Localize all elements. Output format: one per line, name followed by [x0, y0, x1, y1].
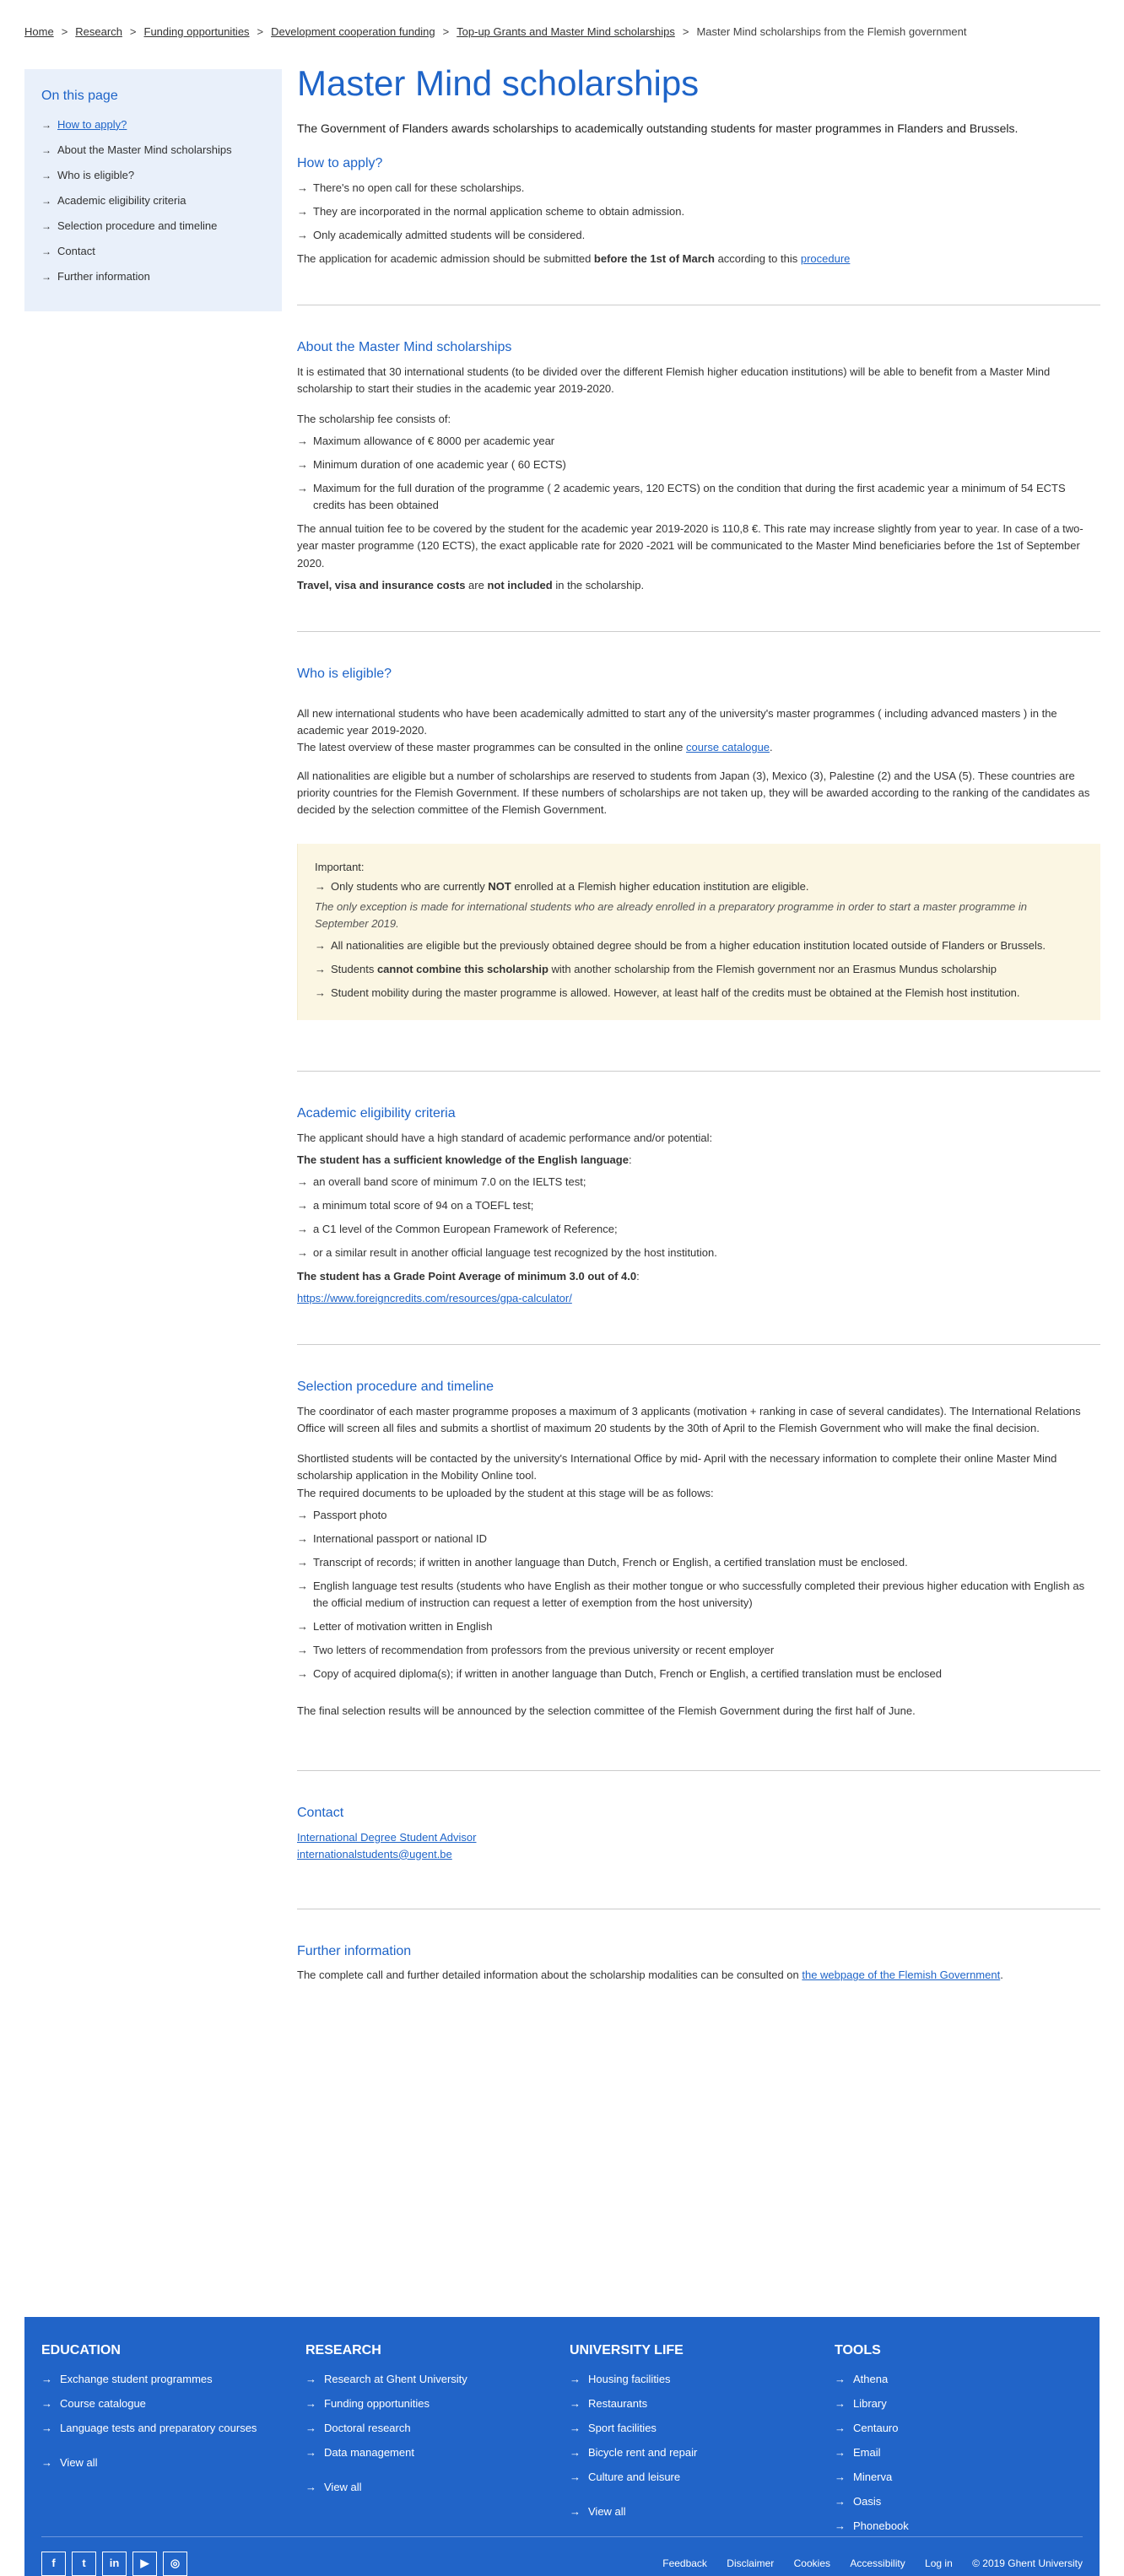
footer-link[interactable]: → Course catalogue	[41, 2391, 295, 2416]
on-this-page-sidebar	[24, 69, 282, 311]
sidebar-title: On this page	[41, 89, 118, 103]
apply-note: The application for academic admission should be submitted before the 1st of March according to this procedure	[297, 251, 851, 265]
footer-column-title: TOOLS	[835, 2343, 881, 2357]
list-item: → Maximum allowance of € 8000 per academic year	[297, 433, 1100, 450]
footer-legal-links	[646, 2556, 1083, 2572]
section-heading: About the Master Mind scholarships	[297, 340, 512, 355]
list-item: → All nationalities are eligible but the previously obtained degree should be from a higher education institution located outside of Flanders or Brussels.	[315, 937, 1083, 954]
paragraph: The scholarship fee consists of:	[297, 413, 451, 426]
arrow-right-icon: →	[41, 245, 51, 257]
footer-link[interactable]: → Athena	[835, 2367, 1088, 2391]
section-selection	[297, 1377, 1100, 1720]
paragraph: The required documents to be uploaded by the student at this stage will be as follows:	[297, 1486, 714, 1499]
paragraph: Shortlisted students will be contacted by the university's International Office by mid- April with the necessary information to complete their online Master Mind scholarship application in the Mobility Online tool.	[297, 1452, 1057, 1482]
accessibility-link[interactable]: Accessibility	[850, 2557, 905, 2569]
footer-column-tools	[835, 2341, 1088, 2538]
divider	[297, 1071, 1100, 1072]
list-item: → Minimum duration of one academic year ( 60 ECTS)	[297, 456, 1100, 473]
page-title: Master Mind scholarships	[297, 63, 700, 103]
page-lead: The Government of Flanders awards scholarships to academically outstanding students for master programmes in Flanders and Brussels.	[297, 122, 1019, 136]
sidebar-item-label: Selection procedure and timeline	[57, 219, 218, 232]
cookies-link[interactable]: Cookies	[793, 2557, 830, 2569]
list-item: → Only students who are currently NOT enrolled at a Flemish higher education institution are eligible.	[315, 878, 1083, 895]
section-heading: How to apply?	[297, 156, 383, 171]
email-link[interactable]: internationalstudents@ugent.be	[297, 1847, 452, 1860]
section-contact	[297, 1803, 1100, 1863]
paragraph: All new international students who have been academically admitted to start any of the university's master programmes ( including advanced masters ) in the academic year 2019-2020.	[297, 706, 1057, 737]
footer-link[interactable]: → Data management	[305, 2440, 559, 2465]
social-links	[41, 2552, 187, 2576]
breadcrumb-separator: >	[682, 25, 689, 38]
list-item: → English language test results (students who have English as their mother tongue or who successfully completed their previous higher education with English as the official medium of instruction can request a letter of exemption from the host university)	[297, 1578, 1100, 1612]
footer-link[interactable]: → Culture and leisure	[570, 2465, 823, 2489]
sidebar-item-label: Further information	[57, 269, 150, 283]
section-heading: Selection procedure and timeline	[297, 1380, 494, 1395]
arrow-right-icon: →	[41, 270, 51, 283]
footer-link[interactable]: → Doctoral research	[305, 2416, 559, 2440]
paragraph: It is estimated that 30 international students (to be divided over the different Flemish higher education institutions) will be able to benefit from a Master Mind scholarship to start their studies in the academic year 2019-2020.	[297, 365, 1051, 395]
student-advisor-link[interactable]: International Degree Student Advisor	[297, 1830, 477, 1844]
section-heading: Contact	[297, 1805, 344, 1820]
breadcrumb-top-up-grants[interactable]: Top-up Grants and Master Mind scholarships	[457, 25, 675, 38]
list-item: → an overall band score of minimum 7.0 on the IELTS test;	[297, 1174, 1100, 1191]
twitter-icon[interactable]: t	[72, 2552, 96, 2576]
arrow-right-icon: →	[41, 219, 51, 232]
breadcrumb-current: Master Mind scholarships from the Flemish government	[696, 25, 967, 38]
footer-link[interactable]: → Research at Ghent University	[305, 2367, 559, 2391]
sidebar-item-how-to-apply[interactable]	[41, 112, 266, 138]
paragraph: Travel, visa and insurance costs are not included in the scholarship.	[297, 578, 645, 591]
list-item: → Maximum for the full duration of the programme ( 2 academic years, 120 ECTS) on the condition that during the first academic year a minimum of 54 ECTS credits has been obtained	[297, 480, 1100, 514]
footer-bottom-bar	[41, 2536, 1083, 2570]
footer-column-research	[305, 2341, 559, 2499]
paragraph: The student has a Grade Point Average of minimum 3.0 out of 4.0:	[297, 1269, 640, 1283]
sidebar-item-who-is-eligible[interactable]	[41, 163, 266, 188]
copyright-text: © 2019 Ghent University	[972, 2557, 1083, 2569]
list-item: → a C1 level of the Common European Framework of Reference;	[297, 1221, 1100, 1238]
instagram-icon[interactable]: ◎	[163, 2552, 187, 2576]
footer-link[interactable]: → Library	[835, 2391, 1088, 2416]
list-item: → Passport photo	[297, 1507, 1100, 1524]
sidebar-item-label: Contact	[57, 244, 95, 257]
course-catalogue-link[interactable]: course catalogue	[686, 740, 770, 753]
footer-view-all[interactable]: → View all	[305, 2475, 559, 2499]
paragraph: The annual tuition fee to be covered by the student for the academic year 2019-2020 is 110,8 €. This rate may increase slightly from year to year. In case of a two-year master programme (120 ECTS), the exact applicable rate for 2020 -2021 will be communicated to the Master Mind beneficiaries before the 1st of September 2020.	[297, 522, 1083, 570]
disclaimer-link[interactable]: Disclaimer	[727, 2557, 775, 2569]
feedback-link[interactable]: Feedback	[662, 2557, 707, 2569]
paragraph: The coordinator of each master programme proposes a maximum of 3 applicants (motivation + ranking in case of several candidates). The International Relations Office will screen all files and submits a shortlist of maximum 20 students by the 30th of April to the Flemish Government who will make the final decision.	[297, 1405, 1081, 1435]
arrow-right-icon: →	[41, 194, 51, 207]
list-item: → Only academically admitted students will be considered.	[297, 227, 1100, 244]
section-about	[297, 338, 1100, 594]
footer-link[interactable]: → Email	[835, 2440, 1088, 2465]
list-item: → Transcript of records; if written in another language than Dutch, French or English, a certified translation must be enclosed.	[297, 1554, 1100, 1571]
footer-link[interactable]: → Minerva	[835, 2465, 1088, 2489]
sidebar-item-label: Academic eligibility criteria	[57, 193, 186, 207]
paragraph: The student has a sufficient knowledge of the English language:	[297, 1153, 632, 1166]
breadcrumb-home[interactable]: Home	[24, 25, 54, 38]
youtube-icon[interactable]: ▶	[132, 2552, 157, 2576]
linkedin-icon[interactable]: in	[102, 2552, 127, 2576]
section-heading: Academic eligibility criteria	[297, 1105, 456, 1121]
flemish-government-link[interactable]: the webpage of the Flemish Government	[802, 1968, 1001, 1982]
divider	[297, 1344, 1100, 1345]
list-item: → There's no open call for these scholarships.	[297, 180, 1100, 197]
footer-link[interactable]: → Oasis	[835, 2489, 1088, 2514]
arrow-right-icon: →	[41, 143, 51, 156]
sidebar-item-about[interactable]	[41, 138, 266, 163]
footer-view-all[interactable]: → View all	[41, 2450, 295, 2475]
footer-column-title: EDUCATION	[41, 2343, 121, 2357]
paragraph	[297, 1290, 1100, 1307]
sidebar-item-label: Who is eligible?	[57, 168, 135, 181]
sidebar-item-criteria[interactable]	[41, 188, 266, 213]
list-item: → Letter of motivation written in English	[297, 1618, 1100, 1635]
breadcrumb-development-cooperation[interactable]: Development cooperation funding	[271, 25, 435, 38]
list-item: → or a similar result in another official language test recognized by the host institution.	[297, 1245, 1100, 1261]
arrow-right-icon: →	[41, 169, 51, 181]
footer-link[interactable]: → Restaurants	[570, 2391, 823, 2416]
list-item: → Two letters of recommendation from professors from the previous university or recent employer	[297, 1642, 1100, 1659]
list-item: → Copy of acquired diploma(s); if written in another language than Dutch, French or English, a certified translation must be enclosed	[297, 1666, 1100, 1682]
breadcrumb-separator: >	[257, 25, 264, 38]
procedure-link[interactable]: procedure	[800, 251, 851, 265]
divider	[297, 1770, 1100, 1771]
facebook-icon[interactable]: f	[41, 2552, 66, 2576]
section-further-information	[297, 1941, 1100, 1985]
list-item: → Student mobility during the master programme is allowed. However, at least half of the credits must be obtained at the Flemish host institution.	[315, 985, 1083, 1002]
important-label: Important:	[315, 861, 365, 874]
paragraph: The complete call and further detailed information about the scholarship modalities can be consulted on the webpage of the Flemish Government.	[297, 1968, 1003, 1982]
footer-link[interactable]: → Centauro	[835, 2416, 1088, 2440]
footer-link[interactable]: → Bicycle rent and repair	[570, 2440, 823, 2465]
sidebar-item-label: How to apply?	[57, 117, 127, 131]
paragraph: The final selection results will be announced by the selection committee of the Flemish Government during the first half of June.	[297, 1704, 916, 1717]
footer-column-university-life	[570, 2341, 823, 2524]
arrow-right-icon: →	[41, 118, 51, 131]
footer-link[interactable]: → Language tests and preparatory courses	[41, 2416, 295, 2440]
breadcrumb-separator: >	[129, 25, 137, 38]
footer-link[interactable]: → Housing facilities	[570, 2367, 823, 2391]
list-item: → a minimum total score of 94 on a TOEFL test;	[297, 1197, 1100, 1214]
footer-view-all[interactable]: → View all	[570, 2499, 823, 2524]
sidebar-item-further-information[interactable]	[41, 264, 266, 289]
breadcrumb-funding-opportunities[interactable]: Funding opportunities	[143, 25, 250, 38]
footer-link[interactable]: → Exchange student programmes	[41, 2367, 295, 2391]
site-footer	[24, 2317, 1100, 2576]
list-item: → International passport or national ID	[297, 1531, 1100, 1547]
important-exception: The only exception is made for international students who are already enrolled in a preparatory programme in order to start a master programme in September 2019.	[315, 899, 1027, 930]
list-item: → Students cannot combine this scholarship with another scholarship from the Flemish government nor an Erasmus Mundus scholarship	[315, 961, 1083, 978]
divider	[297, 631, 1100, 632]
sidebar-item-contact[interactable]	[41, 239, 266, 264]
section-heading: Who is eligible?	[297, 666, 392, 681]
footer-column-education	[41, 2341, 295, 2475]
footer-link[interactable]: → Funding opportunities	[305, 2391, 559, 2416]
footer-link[interactable]: → Phonebook	[835, 2514, 1088, 2538]
breadcrumb-research[interactable]: Research	[75, 25, 122, 38]
section-who-is-eligible	[297, 664, 1100, 1020]
section-criteria	[297, 1104, 1100, 1307]
paragraph: The applicant should have a high standard of academic performance and/or potential:	[297, 1131, 713, 1144]
footer-column-title: RESEARCH	[305, 2343, 381, 2357]
breadcrumb-separator: >	[61, 25, 68, 38]
breadcrumb	[24, 24, 967, 41]
login-link[interactable]: Log in	[925, 2557, 953, 2569]
sidebar-item-selection[interactable]	[41, 213, 266, 239]
footer-column-title: UNIVERSITY LIFE	[570, 2343, 684, 2357]
paragraph: The latest overview of these master programmes can be consulted in the online course catalogue.	[297, 740, 773, 753]
section-heading: Further information	[297, 1943, 412, 1958]
gpa-calculator-link[interactable]: https://www.foreigncredits.com/resources/gpa-calculator/	[297, 1292, 572, 1305]
important-box	[297, 844, 1100, 1019]
breadcrumb-separator: >	[442, 25, 450, 38]
list-item: → They are incorporated in the normal application scheme to obtain admission.	[297, 203, 1100, 220]
paragraph: All nationalities are eligible but a number of scholarships are reserved to students from Japan (3), Mexico (3), Palestine (2) and the USA (5). These countries are priority countries for the Flemish Government. If these numbers of scholarships are not taken up, they will be awarded according to the ranking of the candidates as decided by the selection committee of the Flemish Government.	[297, 770, 1090, 817]
sidebar-item-label: About the Master Mind scholarships	[57, 143, 232, 156]
main-content	[297, 62, 1100, 1990]
section-how-to-apply	[297, 154, 1100, 267]
footer-link[interactable]: → Sport facilities	[570, 2416, 823, 2440]
